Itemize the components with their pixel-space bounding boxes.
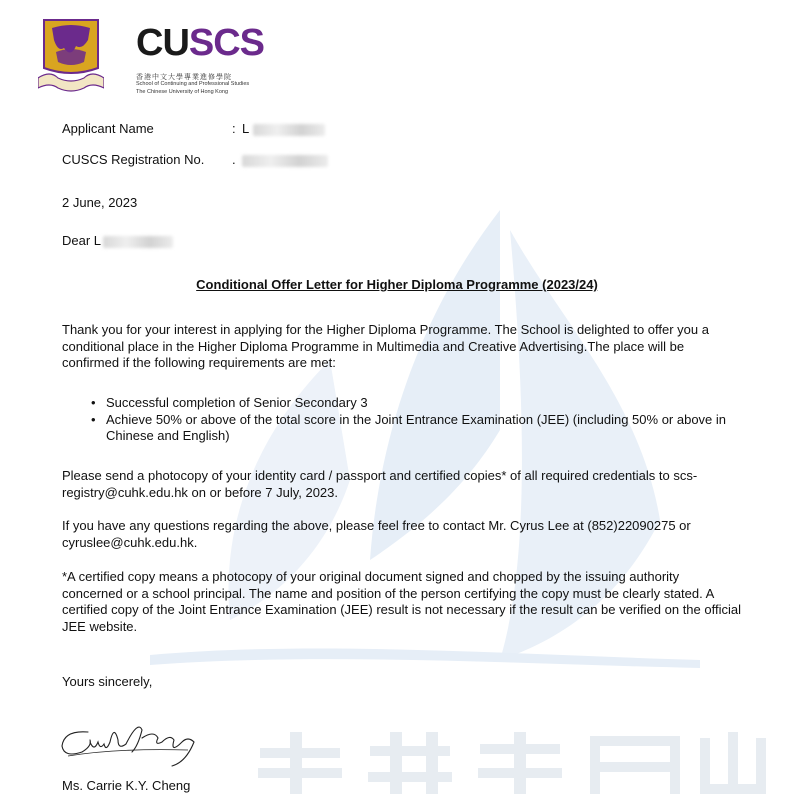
brand-english-line1: School of Continuing and Professional Studies bbox=[136, 81, 250, 87]
brand-wordmark bbox=[136, 22, 264, 65]
brand-scs: SCS bbox=[188, 22, 265, 64]
watermark-chinese-characters bbox=[250, 728, 790, 794]
intro-paragraph: Thank you for your interest in applying for the Higher Diploma Programme. The School is delighted to offer you a conditional place in the Higher Diploma Programme in Multimedia and Creative Advertising.The place will be confirmed if the following requirements are met: bbox=[62, 322, 709, 370]
redaction-blur bbox=[242, 155, 328, 167]
registration-value bbox=[242, 152, 328, 167]
salutation: Dear L bbox=[62, 233, 742, 250]
registration-label: CUSCS Registration No. bbox=[62, 152, 205, 167]
contact-paragraph: If you have any questions regarding the above, please feel free to contact Mr. Cyrus Lee at (852)22090275 or cyruslee@cuhk.edu.hk. bbox=[62, 518, 691, 550]
signature-image bbox=[58, 712, 208, 772]
brand-chinese-name: 香港中文大學專業進修學院 bbox=[136, 73, 232, 81]
send-paragraph: Please send a photocopy of your identity card / passport and certified copies* of all required credentials to scs-registry@cuhk.edu.hk on or before 7 July, 2023. bbox=[62, 468, 698, 500]
brand-english-line2: The Chinese University of Hong Kong bbox=[136, 89, 229, 95]
requirement-item: • Achieve 50% or above of the total score in the Joint Entrance Examination (JEE) (including 50% or above in Chinese and English) bbox=[106, 412, 742, 445]
redaction-blur bbox=[103, 236, 173, 248]
applicant-name-colon: : bbox=[232, 121, 236, 136]
cuscs-logo bbox=[38, 18, 265, 96]
certified-copy-note: *A certified copy means a photocopy of your original document signed and chopped by the issuing authority concerned or a school principal. The name and position of the person certifying the copy must be clearly stated. A certified copy of the Joint Entrance Examination (JEE) result is not necessary if the result can be verified on the official JEE website. bbox=[62, 569, 741, 634]
letter-title: Conditional Offer Letter for Higher Diploma Programme (2023/24) bbox=[196, 277, 598, 292]
requirement-item: • Successful completion of Senior Secondary 3 bbox=[106, 395, 742, 412]
crest-icon bbox=[38, 18, 104, 94]
brand-cu: CU bbox=[136, 22, 189, 64]
applicant-name-label: Applicant Name bbox=[62, 121, 154, 136]
letter-date: 2 June, 2023 bbox=[62, 195, 138, 210]
registration-colon: . bbox=[232, 152, 236, 167]
signer-name: Ms. Carrie K.Y. Cheng bbox=[62, 778, 191, 793]
applicant-name-value: L bbox=[242, 121, 325, 136]
redaction-blur bbox=[253, 124, 325, 136]
closing: Yours sincerely, bbox=[62, 674, 153, 689]
requirements-list bbox=[62, 395, 742, 445]
